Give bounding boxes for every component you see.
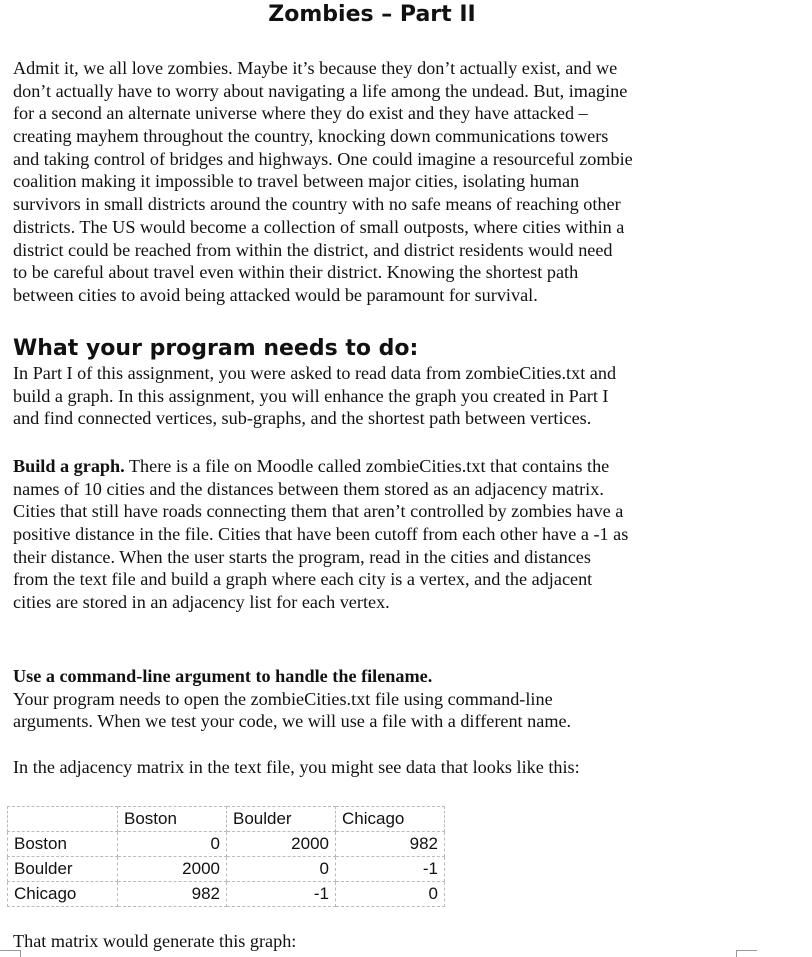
table-cell: 2000 <box>118 857 227 882</box>
margin-mark <box>0 950 21 957</box>
paragraph-line: their distance. When the user starts the program, read in the cities and distances <box>13 546 591 567</box>
paragraph-line: Cities that still have roads connecting them that aren’t controlled by zombies have a <box>13 501 624 522</box>
column-header: Chicago <box>336 807 445 832</box>
table-cell: 2000 <box>227 832 336 857</box>
column-header <box>8 807 118 832</box>
cmdline-heading: Use a command-line argument to handle the filename. <box>13 666 433 686</box>
margin-mark <box>736 950 757 957</box>
table-cell: -1 <box>336 857 445 882</box>
table-header-row <box>8 807 445 832</box>
table-row <box>8 857 445 882</box>
row-header: Boulder <box>8 857 118 882</box>
paragraph-line: In Part I of this assignment, you were asked to read data from zombieCities.txt and <box>13 363 617 383</box>
table-cell: 0 <box>336 882 445 907</box>
matrix-intro: In the adjacency matrix in the text file, you might see data that looks like this: <box>13 757 580 777</box>
row-header: Boston <box>8 832 118 857</box>
paragraph-line: Admit it, we all love zombies. Maybe it’s because they don’t actually exist, and we <box>13 58 618 78</box>
row-header: Chicago <box>8 882 118 907</box>
paragraph-line: don’t actually have to worry about navigating a life among the undead. But, imagine <box>13 80 628 101</box>
table-cell: -1 <box>227 882 336 907</box>
table-cell: 0 <box>227 857 336 882</box>
paragraph-line: build a graph. In this assignment, you will enhance the graph you created in Part I <box>13 385 609 406</box>
build-graph-paragraph <box>13 455 628 614</box>
table-cell: 0 <box>118 832 227 857</box>
table-row <box>8 832 445 857</box>
table-cell: 982 <box>336 832 445 857</box>
paragraph-line: coalition making it impossible to travel between major cities, isolating human <box>13 171 580 192</box>
paragraph-line: survivors in small districts around the country with no safe means of reaching other <box>13 194 621 215</box>
document-title: Zombies – Part II <box>268 2 476 27</box>
paragraph-line: and find connected vertices, sub-graphs, and the shortest path between vertices. <box>13 408 592 429</box>
paragraph-line: from the text file and build a graph where each city is a vertex, and the adjacent <box>13 569 593 590</box>
paragraph-line: arguments. When we test your code, we will use a file with a different name. <box>13 711 572 732</box>
paragraph-line: cities are stored in an adjacency list for each vertex. <box>13 592 390 613</box>
build-graph-lead: Build a graph. <box>13 456 125 476</box>
paragraph-line: and taking control of bridges and highways. One could imagine a resourceful zombie <box>13 148 633 169</box>
paragraph-line: between cities to avoid being attacked would be paramount for survival. <box>13 284 538 305</box>
paragraph-line: positive distance in the file. Cities that have been cutoff from each other have a -1 as <box>13 524 629 545</box>
part1-paragraph <box>13 362 616 430</box>
table-cell: 982 <box>118 882 227 907</box>
cmdline-section <box>13 665 571 733</box>
paragraph-line: to be careful about travel even within their district. Knowing the shortest path <box>13 262 579 283</box>
intro-paragraph <box>13 57 633 307</box>
column-header: Boulder <box>227 807 336 832</box>
graph-intro: That matrix would generate this graph: <box>13 931 297 951</box>
paragraph-line: names of 10 cities and the distances between them stored as an adjacency matrix. <box>13 478 604 499</box>
paragraph-line: districts. The US would become a collection of small outposts, where cities within a <box>13 216 625 237</box>
paragraph-line: Your program needs to open the zombieCities.txt file using command-line <box>13 688 553 709</box>
build-graph-first-line: There is a file on Moodle called zombieCities.txt that contains the <box>124 456 610 476</box>
paragraph-line: for a second an alternate universe where they do exist and they have attacked – <box>13 103 588 124</box>
section-heading: What your program needs to do: <box>13 336 419 361</box>
paragraph-line: creating mayhem throughout the country, knocking down communications towers <box>13 126 609 147</box>
adjacency-matrix-table <box>7 806 445 907</box>
paragraph-line: district could be reached from within the district, and district residents would need <box>13 239 613 260</box>
column-header: Boston <box>118 807 227 832</box>
table-row <box>8 882 445 907</box>
